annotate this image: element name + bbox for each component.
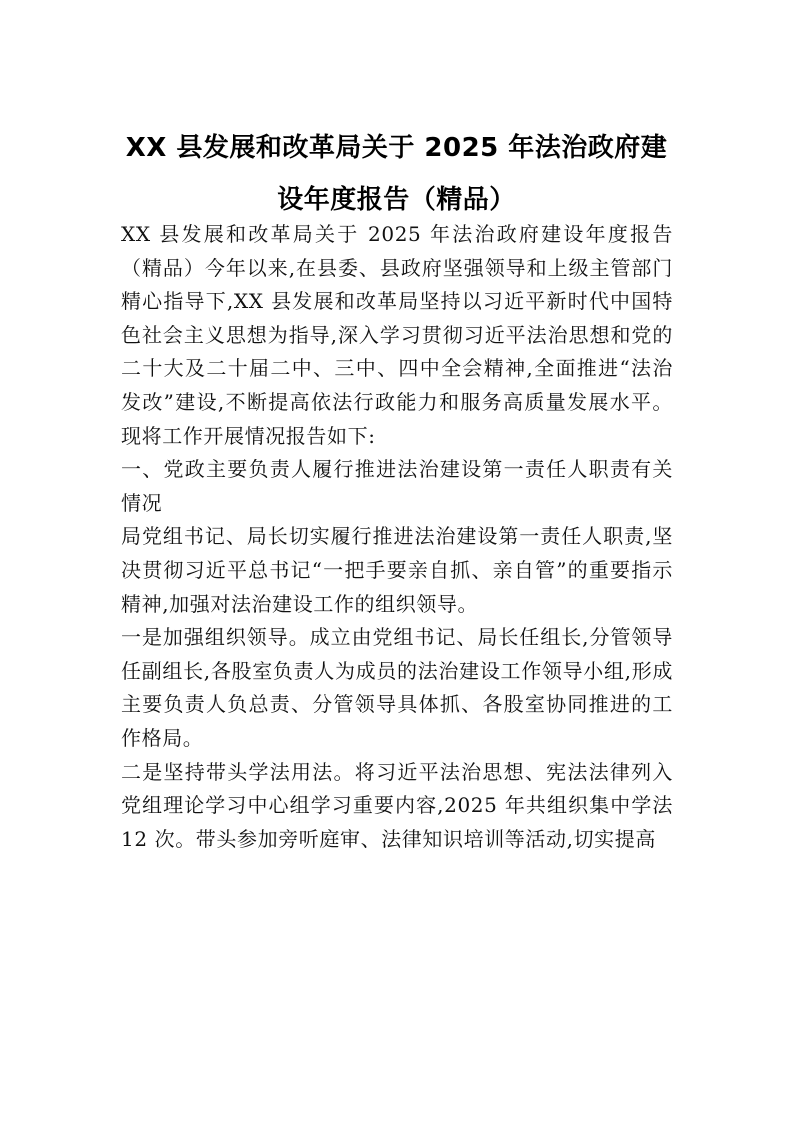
paragraph-point-1: 一是加强组织领导。成立由党组书记、局长任组长,分管领导任副组长,各股室负责人为成员的法治建设工作领导小组,形成主要负责人负总责、分管领导具体抓、各股室协同推进的工作格局。 — [121, 625, 673, 750]
title-line-1: XX 县发展和改革局关于 2025 年法治政府建 — [125, 133, 668, 163]
title-line-2: 设年度报告（精品） — [277, 185, 516, 215]
document-title — [110, 122, 683, 226]
section-heading-1: 一、党政主要负责人履行推进法治建设第一责任人职责有关情况 — [121, 457, 673, 515]
document-body — [121, 218, 673, 856]
paragraph-responsibility: 局党组书记、局长切实履行推进法治建设第一责任人职责,坚决贯彻习近平总书记“一把手要亲自抓、亲自管”的重要指示精神,加强对法治建设工作的组织领导。 — [121, 524, 673, 616]
paragraph-intro: XX 县发展和改革局关于 2025 年法治政府建设年度报告（精品）今年以来,在县委、县政府坚强领导和上级主管部门精心指导下,XX 县发展和改革局坚持以习近平新时代中国特色社会主义思想为指导,深入学习贯彻习近平法治思想和党的二十大及二十届二中、三中、四中全会精神,全面推进“法治发改”建设,不断提高依法行政能力和服务高质量发展水平。现将工作开展情况报告如下: — [121, 222, 673, 448]
paragraph-point-2: 二是坚持带头学法用法。将习近平法治思想、宪法法律列入党组理论学习中心组学习重要内容,2025 年共组织集中学法 12 次。带头参加旁听庭审、法律知识培训等活动,切实提高 — [121, 759, 673, 851]
